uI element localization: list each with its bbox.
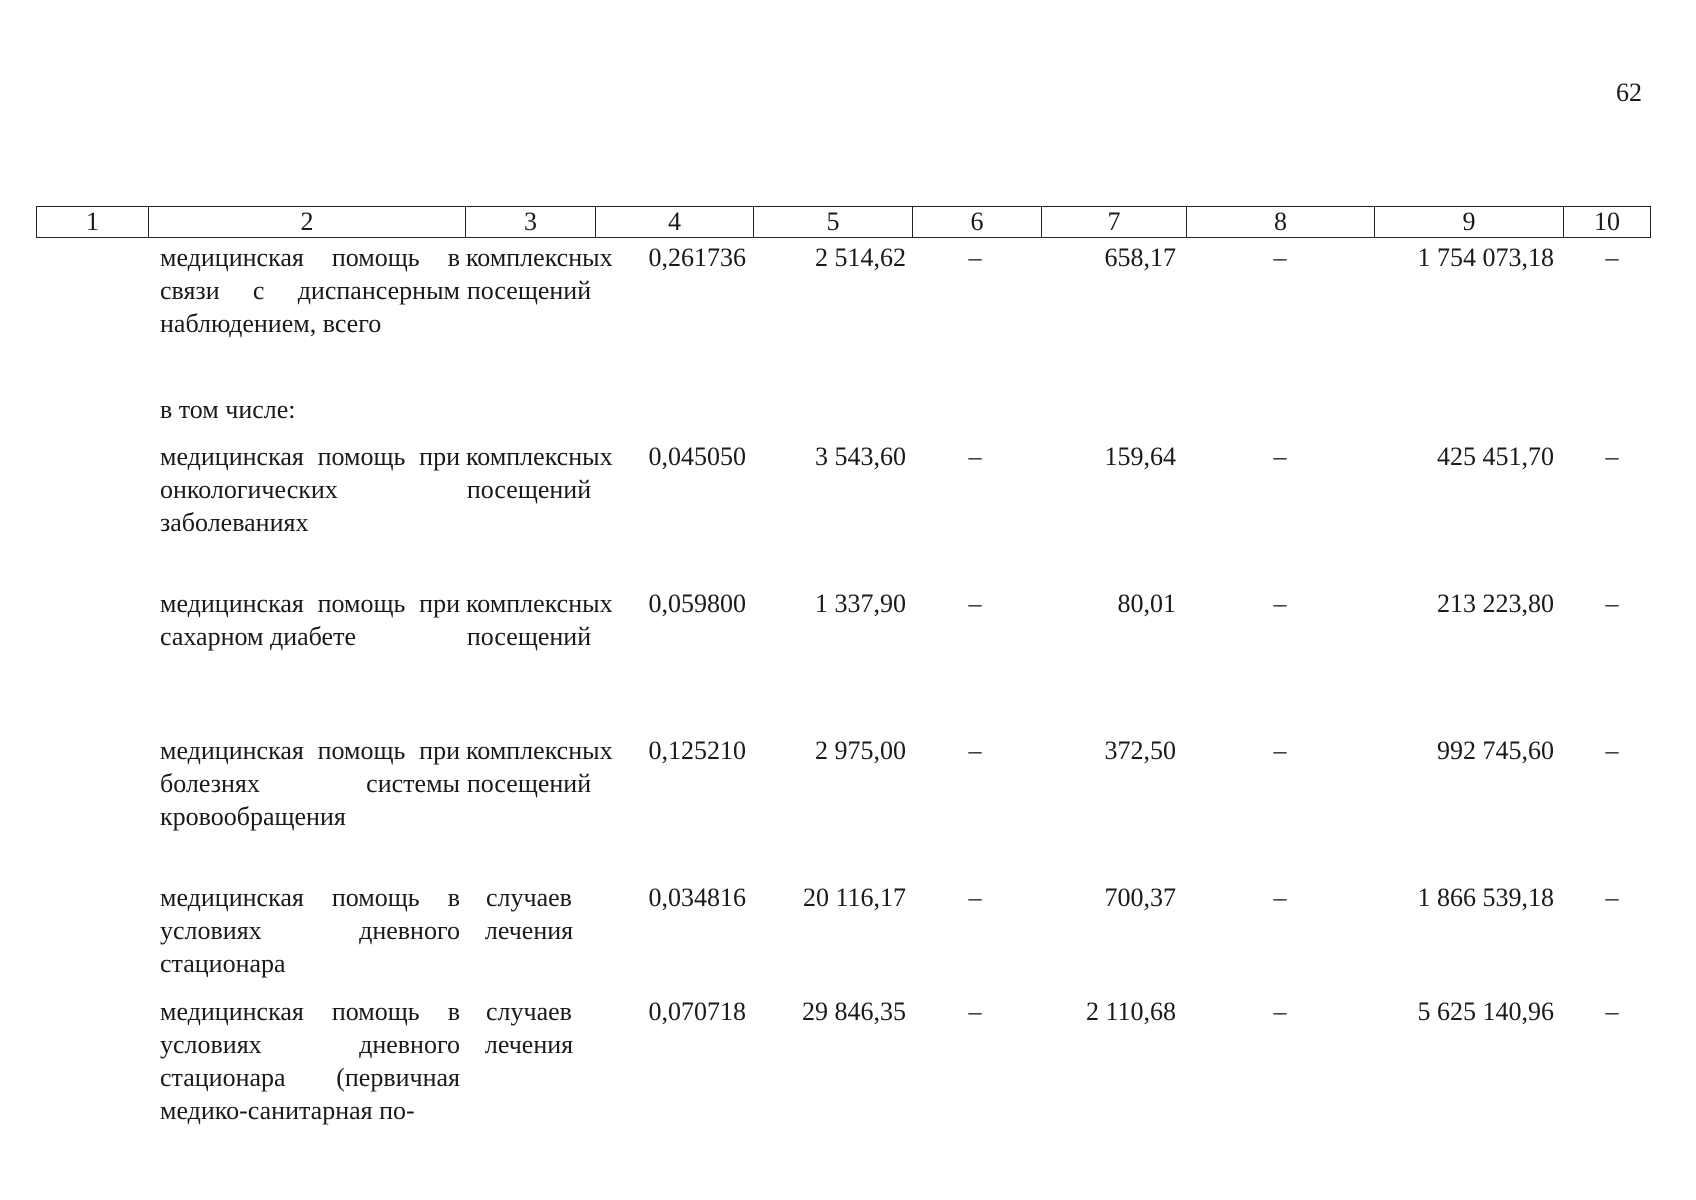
cell-col4: 0,045050 <box>648 442 746 471</box>
column-header-5: 5 <box>754 207 913 238</box>
row-unit: случаев лечения <box>484 883 574 945</box>
row-name: медицинская помощь в условиях дневного стационара <box>160 883 460 978</box>
row-unit: комплексных посещений <box>466 243 613 305</box>
cell-col4: 0,125210 <box>648 736 746 765</box>
cell-col7: 658,17 <box>1104 243 1176 272</box>
column-header-7: 7 <box>1042 207 1187 238</box>
cell-col9: 425 451,70 <box>1437 442 1554 471</box>
cell-col9: 1 866 539,18 <box>1417 883 1554 912</box>
cell-col9: 5 625 140,96 <box>1417 997 1554 1026</box>
cell-col8: – <box>1273 997 1287 1026</box>
cell-col6: – <box>968 997 982 1026</box>
cell-col9: 1 754 073,18 <box>1417 243 1554 272</box>
column-header-1: 1 <box>37 207 149 238</box>
column-header-4: 4 <box>596 207 754 238</box>
cell-col10: – <box>1605 883 1619 912</box>
cell-col6: – <box>968 589 982 618</box>
cell-col6: – <box>968 442 982 471</box>
cell-col4: 0,261736 <box>648 243 746 272</box>
column-header-8: 8 <box>1187 207 1375 238</box>
cell-col8: – <box>1273 442 1287 471</box>
page-number: 62 <box>1616 78 1642 107</box>
cell-col7: 2 110,68 <box>1085 997 1176 1026</box>
cell-col7: 80,01 <box>1117 589 1176 618</box>
cell-col4: 0,034816 <box>648 883 746 912</box>
cell-col7: 372,50 <box>1104 736 1176 765</box>
cell-col6: – <box>968 243 982 272</box>
row-name: медицинская помощь в связи с диспансерным наблюдением, всего <box>160 243 460 338</box>
row-name: медицинская помощь при болезнях системы кровообращения <box>160 736 460 831</box>
column-header-9: 9 <box>1375 207 1564 238</box>
cell-col9: 992 745,60 <box>1437 736 1554 765</box>
cell-col10: – <box>1605 997 1619 1026</box>
row-name: медицинская помощь при сахарном диабете <box>160 589 460 651</box>
cell-col5: 1 337,90 <box>815 589 906 618</box>
row-unit: комплексных посещений <box>466 736 613 798</box>
row-name: медицинская помощь в условиях дневного стационара (первичная медико-санитарная по- <box>160 997 460 1125</box>
cell-col10: – <box>1605 243 1619 272</box>
row-unit: случаев лечения <box>484 997 574 1059</box>
cell-col10: – <box>1605 442 1619 471</box>
cell-col8: – <box>1273 736 1287 765</box>
column-header-2: 2 <box>149 207 466 238</box>
column-number-header <box>36 206 1651 238</box>
cell-col5: 2 975,00 <box>815 736 906 765</box>
cell-col8: – <box>1273 883 1287 912</box>
row-unit: комплексных посещений <box>466 442 613 504</box>
cell-col8: – <box>1273 243 1287 272</box>
cell-col6: – <box>968 883 982 912</box>
column-header-3: 3 <box>466 207 596 238</box>
cell-col6: – <box>968 736 982 765</box>
cell-col5: 3 543,60 <box>815 442 906 471</box>
cell-col4: 0,059800 <box>648 589 746 618</box>
row-name: медицинская помощь при онкологических заболеваниях <box>160 442 460 537</box>
cell-col8: – <box>1273 589 1287 618</box>
column-header-6: 6 <box>913 207 1042 238</box>
cell-col10: – <box>1605 589 1619 618</box>
cell-col7: 159,64 <box>1104 442 1176 471</box>
column-header-10: 10 <box>1564 207 1651 238</box>
cell-col9: 213 223,80 <box>1437 589 1554 618</box>
cell-col7: 700,37 <box>1104 883 1176 912</box>
cell-col5: 2 514,62 <box>815 243 906 272</box>
cell-col4: 0,070718 <box>648 997 746 1026</box>
cell-col5: 29 846,35 <box>802 997 906 1026</box>
row-unit: комплексных посещений <box>466 589 613 651</box>
cell-col10: – <box>1605 736 1619 765</box>
section-label: в том числе: <box>160 395 296 424</box>
cell-col5: 20 116,17 <box>802 883 906 912</box>
